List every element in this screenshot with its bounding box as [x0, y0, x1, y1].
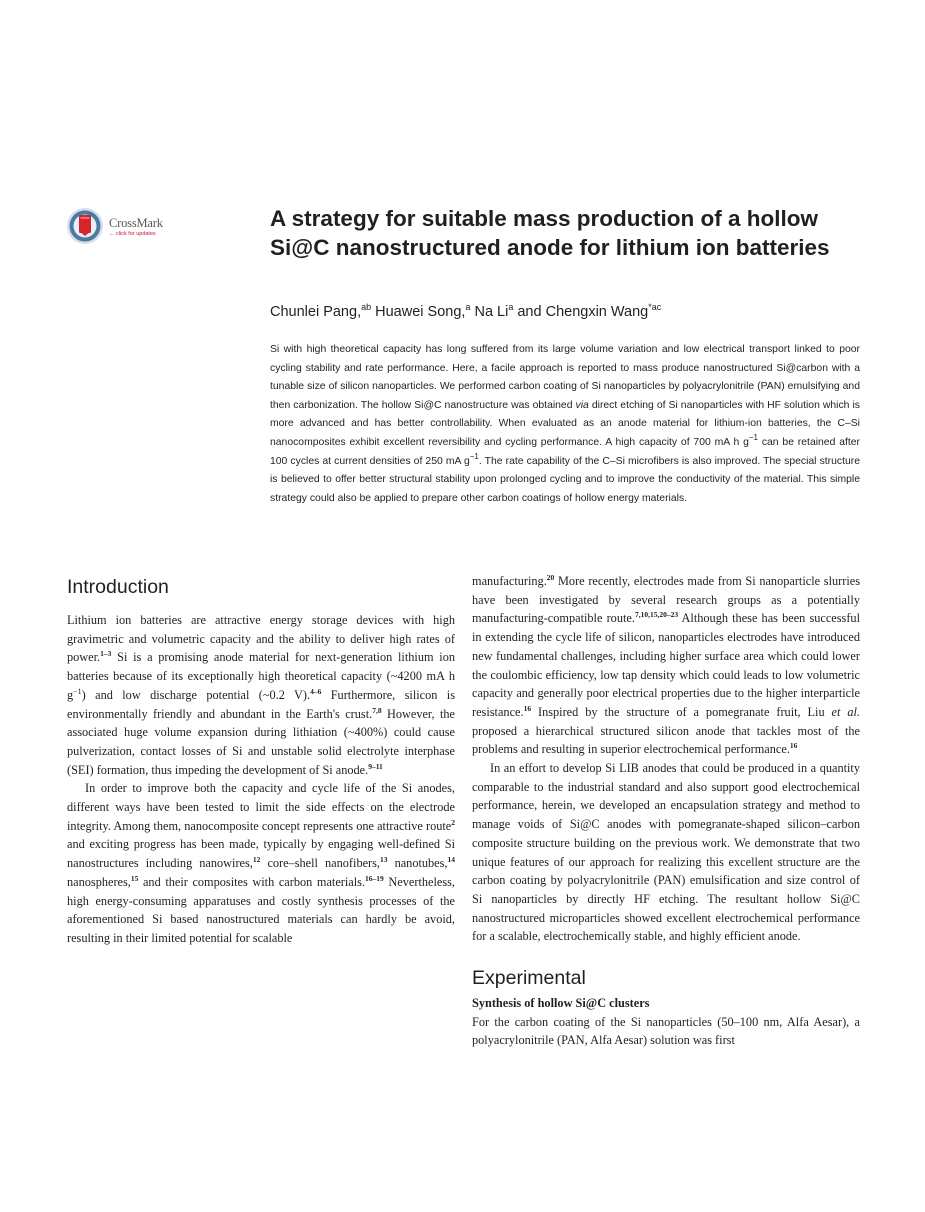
text: core–shell nanofibers, [260, 856, 381, 871]
citation[interactable]: 16 [523, 703, 532, 713]
text: More recently, electrodes made from Si nanoparticle slurries have been investigated by several research groups as a potentially manufacturing-compatible route. [472, 574, 860, 626]
abstract-text: direct etching of Si nanoparticles with HF solution which is more advanced and has better controllability. When evaluated as an anode material for lithium-ion batteries, the C–Si nanocomposites exhibit excellent reversibility and cycling performance. A high capacity of 700 mA h g [270, 399, 860, 448]
citation[interactable]: 9–11 [368, 761, 383, 771]
author-affiliation: a [465, 302, 471, 312]
crossmark-badge[interactable] [66, 207, 186, 247]
author-affiliation: *ac [648, 302, 662, 312]
unit-exponent: −1 [748, 432, 758, 442]
right-column [472, 572, 860, 1050]
text: Furthermore, silicon is environmentally friendly and abundant in the Earth's crust. [67, 687, 455, 721]
unit-exponent: −1 [469, 451, 479, 461]
abstract [270, 341, 860, 508]
text: However, the associated huge volume expansion during lithiation (~400%) could cause pulverization, contact losses of Si and unstable solid electrolyte interphase (SEI) formation, thus impeding the development of Si anode. [67, 706, 456, 777]
author-name: and Chengxin Wang [513, 304, 649, 320]
author-affiliation: ab [361, 302, 372, 312]
author-name: Huawei Song, [371, 304, 466, 320]
abstract-text: can be retained after 100 cycles at current densities of 250 mA g [270, 436, 860, 467]
crossmark-sublabel-text: click for updates [116, 231, 156, 237]
author-list [270, 304, 661, 320]
citation[interactable]: 20 [546, 573, 555, 582]
abstract-text: . The rate capability of the C–Si microfibers is also improved. The special structure is believed to offer better structural stability upon prolonged cycling and to improve the conductivity of the material. This simple strategy could also be applied to prepare other carbon coatings of hollow energy materials. [270, 455, 860, 504]
subsection-heading: Synthesis of hollow Si@C clusters [472, 996, 650, 1011]
text: Nevertheless, high energy-consuming apparatuses and costly synthesis processes of the aforementioned Si based nanostructured materials can hardly be avoid, resulting in their limited potential for scalable [67, 874, 455, 945]
citation[interactable]: 13 [380, 855, 388, 865]
body-paragraph [67, 779, 455, 947]
text: nanotubes, [387, 856, 448, 871]
text: In order to improve both the capacity and cycle life of the Si anodes, different ways have been tested to limit the side effects on the electrode integrity. Among them, nanocomposite concept represents one attractive route [67, 781, 455, 833]
body-paragraph: In an effort to develop Si LIB anodes that could be produced in a quantity comparable to the industrial standard and also support good electrochemical performance, herein, we developed an encapsulation strategy and method to manage voids of Si@C anodes with pomegranate-shaped silicon–carbon composite structure building on the previous work. We demonstrate that two unique features of our approach for realizing this excellent structure are the carbon coating by polyacrylonitrile (PAN) emulsification and size control of Si nanoparticles by directly HF etching. The resultant hollow Si@C nanostructured microparticles showed excellent electrochemical performance for a scalable, electrochemically stable, and highly efficient anode. [472, 761, 860, 944]
author-affiliation: a [508, 302, 514, 312]
text: and exciting progress has been made, typically by engaging well-defined Si nanostructures including nanowires, [67, 837, 455, 871]
author-name: Chunlei Pang, [270, 304, 362, 320]
body-paragraph: For the carbon coating of the Si nanoparticles (50–100 nm, Alfa Aesar), a polyacrylonitrile (PAN, Alfa Aesar) solution was first [472, 1014, 860, 1048]
text: ) and low discharge potential (~0.2 V). [81, 687, 311, 702]
citation[interactable]: 12 [252, 855, 261, 865]
left-column [67, 574, 455, 948]
text: proposed a hierarchical structured silicon anode that tackles most of the problems and resulting in superior electrochemical performance. [472, 723, 860, 757]
citation[interactable]: 1–3 [100, 649, 112, 659]
citation[interactable]: 14 [447, 855, 456, 865]
text-italic: et al. [831, 704, 860, 719]
body-paragraph [67, 611, 455, 779]
citation[interactable]: 2 [451, 817, 455, 827]
text: Si is a promising anode material for next-generation lithium ion batteries because of its exceptionally high theoretical capacity (~4200 mA h g [67, 650, 455, 702]
text: Inspired by the structure of a pomegranate fruit, Liu [531, 704, 832, 719]
unit-exponent: −1 [73, 686, 82, 696]
citation[interactable]: 7,8 [372, 705, 382, 715]
section-heading-introduction: Introduction [67, 576, 169, 598]
citation[interactable]: 15 [130, 873, 139, 883]
text: manufacturing. [472, 574, 547, 588]
text: Lithium ion batteries are attractive energy storage devices with high gravimetric and volumetric capacity and the ability to deliver high rates of power. [67, 613, 455, 665]
author-name: Na Li [470, 304, 509, 320]
crossmark-icon [66, 207, 104, 245]
text: and their composites with carbon materials. [138, 874, 366, 889]
citation[interactable]: 16 [789, 741, 798, 751]
section-heading-experimental: Experimental [472, 967, 586, 990]
citation[interactable]: 7,10,15,20–23 [634, 610, 679, 620]
crossmark-sublabel: ← click for updates [109, 231, 156, 237]
article-title: A strategy for suitable mass production of a hollow Si@C nanostructured anode for lithium ion batteries [270, 206, 830, 260]
citation[interactable]: 4–6 [310, 686, 322, 696]
text: nanospheres, [67, 874, 131, 889]
citation[interactable]: 16–19 [365, 873, 384, 883]
text: Although these has been successful in extending the cycle life of silicon, nanoparticles electrodes have introduced new fundamental challenges, including higher surface area which could lower the coulombic efficiency, low tap density which could leads to low volumetric capacity and generally poor electrical properties due to the higher interparticle resistance. [472, 611, 860, 719]
abstract-italic: via [575, 399, 589, 411]
abstract-text: Si with high theoretical capacity has long suffered from its large volume variation and low electrical transport linked to poor cycling stability and rate performance. Here, a facile approach is reported to mass produce nanostructured Si@carbon with a tunable size of silicon nanoparticles. We performed carbon coating of Si nanoparticles by polyacrylonitrile (PAN) emulsifying and then carbonization. The hollow Si@C nanostructure was obtained [270, 344, 860, 411]
body-paragraph [472, 572, 860, 759]
crossmark-label: CrossMark [109, 216, 163, 230]
